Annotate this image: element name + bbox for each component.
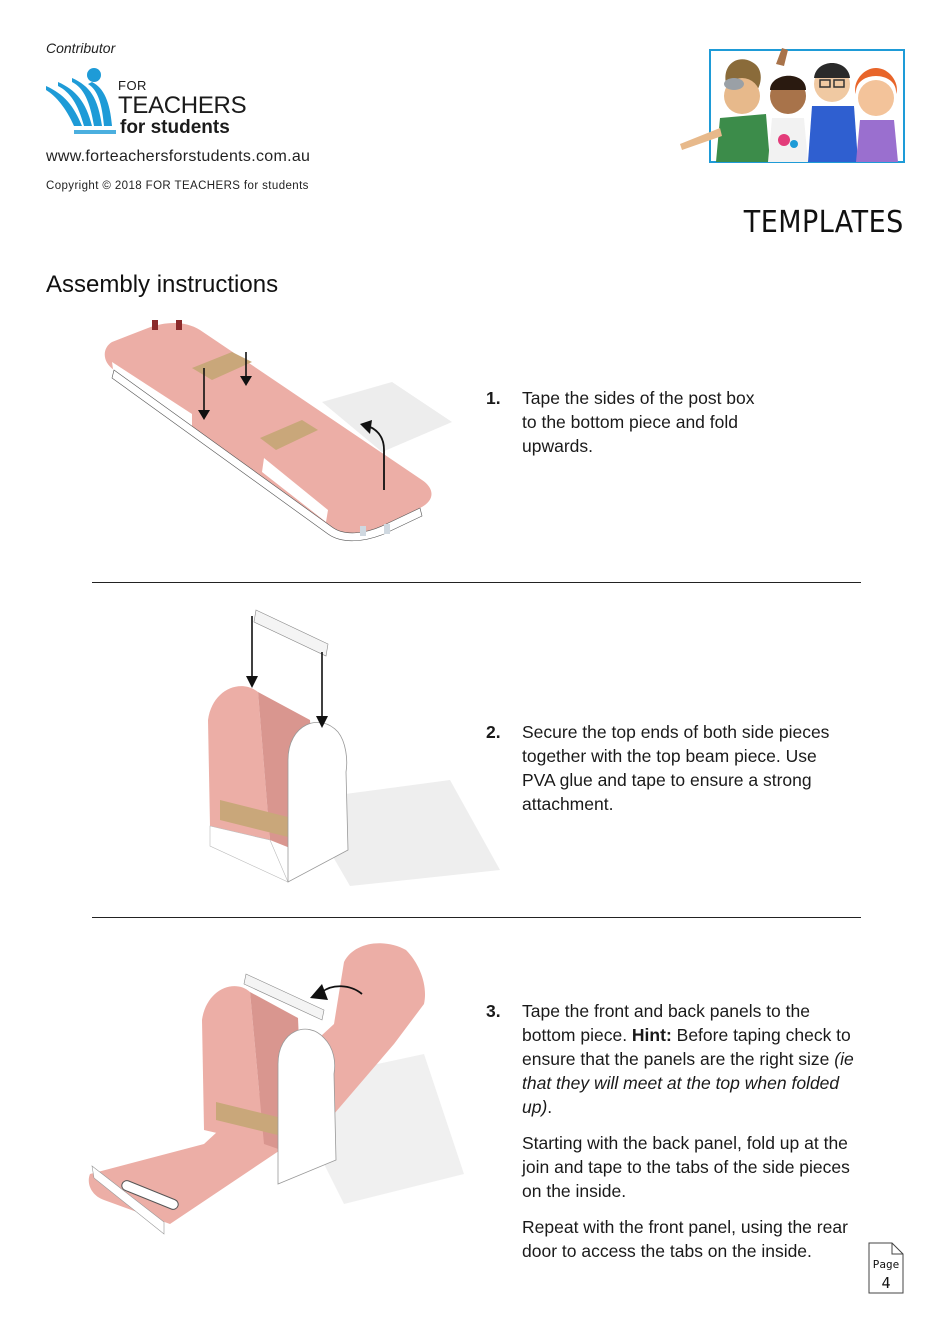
step-3-paragraph-1 xyxy=(522,999,862,1119)
step-3-number: 3. xyxy=(486,1001,501,1021)
step-3-hint-label: Hint: xyxy=(631,1025,672,1045)
section-title: Assembly instructions xyxy=(46,271,279,298)
step-3-paragraph-3: Repeat with the front panel, using the rear door to access the tabs on the inside. xyxy=(522,1217,848,1261)
step-1-text: Tape the sides of the post box to the bottom piece and fold upwards. xyxy=(522,388,755,456)
page-label: Page xyxy=(872,1258,900,1271)
step-1 xyxy=(486,386,866,458)
logo-teachers-text: TEACHERS xyxy=(118,92,247,119)
step-2 xyxy=(486,720,866,816)
page-title: TEMPLATES xyxy=(744,205,904,240)
step-3-italic-note: (ie that they will meet at the top when folded up) xyxy=(522,1049,854,1117)
divider xyxy=(92,917,861,918)
step1-illustration xyxy=(92,312,462,552)
step-2-text: Secure the top ends of both side pieces together with the top beam piece. Use PVA glue and tape to ensure a strong attachment. xyxy=(522,722,830,814)
contributor-label: Contributor xyxy=(46,40,116,56)
step3-illustration xyxy=(84,934,464,1260)
step-2-number: 2. xyxy=(486,722,501,742)
divider xyxy=(92,582,861,583)
kids-characters-illustration xyxy=(676,44,908,168)
step2-illustration xyxy=(150,600,510,890)
step-3 xyxy=(486,999,866,1275)
logo-students-text: for students xyxy=(120,117,230,138)
copyright-text: Copyright © 2018 FOR TEACHERS for students xyxy=(46,180,309,192)
website-url[interactable]: www.forteachersforstudents.com.au xyxy=(46,148,311,165)
step-3-paragraph-2: Starting with the back panel, fold up at the join and tape to the tabs of the side pieces on the inside. xyxy=(522,1133,850,1201)
page-number: 4 xyxy=(881,1274,891,1292)
logo-for-text: FOR xyxy=(118,78,147,93)
step-3-text-b: Before taping check to ensure that the panels are the right size xyxy=(522,1025,851,1069)
step-3-text-a: Tape the front and back panels to the bottom piece. xyxy=(522,1001,810,1045)
step-3-text-end: . xyxy=(547,1097,553,1117)
step-1-number: 1. xyxy=(486,388,501,408)
